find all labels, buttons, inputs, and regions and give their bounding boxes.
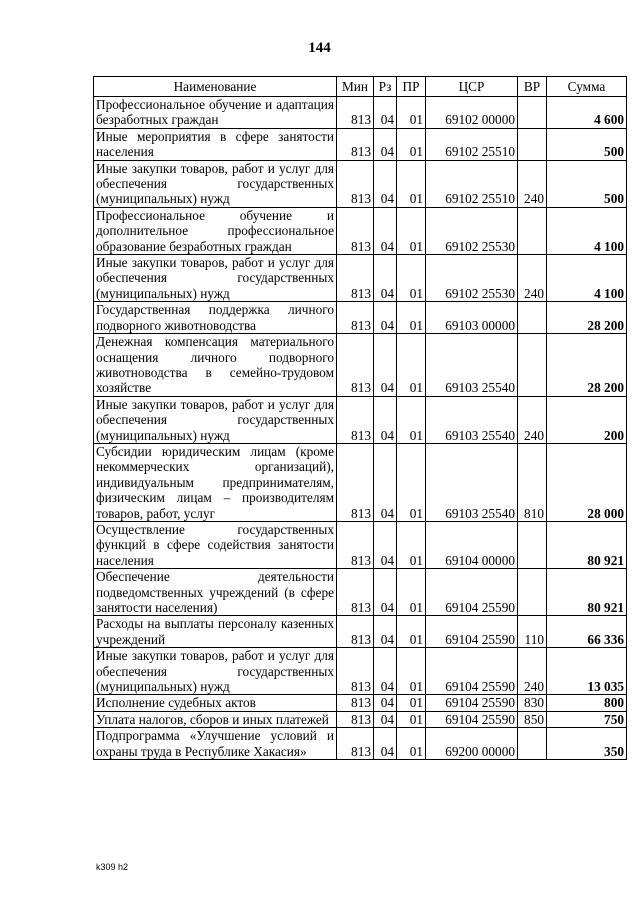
cell-min: 813 <box>337 711 374 727</box>
cell-min: 813 <box>337 302 374 334</box>
table-row <box>94 128 627 160</box>
table-row <box>94 302 627 334</box>
cell-name: Уплата налогов, сборов и иных платежей <box>94 711 337 727</box>
cell-vr: 810 <box>518 443 547 521</box>
cell-csr: 69104 00000 <box>426 521 518 568</box>
cell-rz: 04 <box>374 97 397 129</box>
cell-csr: 69104 25590 <box>426 569 518 616</box>
cell-pr: 01 <box>397 160 426 207</box>
cell-pr: 01 <box>397 521 426 568</box>
col-header-sum: Сумма <box>547 77 627 97</box>
cell-sum: 750 <box>547 711 627 727</box>
cell-sum: 28 200 <box>547 302 627 334</box>
cell-name: Иные закупки товаров, работ и услуг для обеспечения государственных (муниципальных) нужд <box>94 396 337 443</box>
cell-sum: 13 035 <box>547 648 627 695</box>
cell-name: Профессиональное обучение и дополнительное профессиональное образование безработных граждан <box>94 207 337 254</box>
col-header-rz: Рз <box>374 77 397 97</box>
cell-sum: 800 <box>547 695 627 711</box>
table-row <box>94 160 627 207</box>
cell-min: 813 <box>337 443 374 521</box>
cell-vr: 830 <box>518 695 547 711</box>
cell-sum: 4 600 <box>547 97 627 129</box>
table-row <box>94 616 627 648</box>
cell-pr: 01 <box>397 443 426 521</box>
cell-csr: 69103 25540 <box>426 443 518 521</box>
cell-pr: 01 <box>397 97 426 129</box>
cell-sum: 350 <box>547 728 627 760</box>
cell-min: 813 <box>337 97 374 129</box>
table-row <box>94 728 627 760</box>
cell-pr: 01 <box>397 255 426 302</box>
cell-name: Государственная поддержка личного подворного животноводства <box>94 302 337 334</box>
cell-sum: 80 921 <box>547 521 627 568</box>
table-row <box>94 695 627 711</box>
cell-min: 813 <box>337 728 374 760</box>
cell-rz: 04 <box>374 207 397 254</box>
cell-csr: 69200 00000 <box>426 728 518 760</box>
cell-pr: 01 <box>397 711 426 727</box>
cell-pr: 01 <box>397 695 426 711</box>
cell-vr <box>518 569 547 616</box>
cell-vr <box>518 728 547 760</box>
cell-vr <box>518 521 547 568</box>
cell-sum: 500 <box>547 128 627 160</box>
cell-pr: 01 <box>397 302 426 334</box>
cell-vr: 240 <box>518 396 547 443</box>
cell-rz: 04 <box>374 695 397 711</box>
cell-name: Субсидии юридическим лицам (кроме некоммерческих организаций), индивидуальным предпринимателям, физическим лицам – производителям товаров, работ, услуг <box>94 443 337 521</box>
cell-name: Осуществление государственных функций в сфере содействия занятости населения <box>94 521 337 568</box>
cell-pr: 01 <box>397 128 426 160</box>
table-row <box>94 334 627 397</box>
cell-rz: 04 <box>374 569 397 616</box>
cell-vr <box>518 128 547 160</box>
cell-sum: 200 <box>547 396 627 443</box>
cell-vr <box>518 302 547 334</box>
cell-csr: 69103 00000 <box>426 302 518 334</box>
footer-code: k309 h2 <box>96 862 129 872</box>
cell-min: 813 <box>337 648 374 695</box>
cell-name: Исполнение судебных актов <box>94 695 337 711</box>
col-header-csr: ЦСР <box>426 77 518 97</box>
cell-vr: 850 <box>518 711 547 727</box>
cell-pr: 01 <box>397 648 426 695</box>
cell-pr: 01 <box>397 616 426 648</box>
cell-csr: 69104 25590 <box>426 695 518 711</box>
cell-pr: 01 <box>397 569 426 616</box>
cell-csr: 69102 25530 <box>426 207 518 254</box>
page-number: 144 <box>308 40 331 56</box>
cell-min: 813 <box>337 160 374 207</box>
cell-name: Подпрограмма «Улучшение условий и охраны труда в Республике Хакасия» <box>94 728 337 760</box>
cell-name: Иные закупки товаров, работ и услуг для обеспечения государственных (муниципальных) нужд <box>94 160 337 207</box>
col-header-min: Мин <box>337 77 374 97</box>
cell-rz: 04 <box>374 521 397 568</box>
cell-name: Обеспечение деятельности подведомственных учреждений (в сфере занятости населения) <box>94 569 337 616</box>
cell-csr: 69104 25590 <box>426 648 518 695</box>
table-row <box>94 396 627 443</box>
cell-sum: 80 921 <box>547 569 627 616</box>
cell-rz: 04 <box>374 616 397 648</box>
cell-pr: 01 <box>397 396 426 443</box>
cell-csr: 69102 25510 <box>426 160 518 207</box>
cell-min: 813 <box>337 396 374 443</box>
cell-pr: 01 <box>397 728 426 760</box>
cell-sum: 66 336 <box>547 616 627 648</box>
col-header-pr: ПР <box>397 77 426 97</box>
cell-csr: 69104 25590 <box>426 711 518 727</box>
table-row <box>94 711 627 727</box>
cell-sum: 4 100 <box>547 207 627 254</box>
cell-vr: 240 <box>518 255 547 302</box>
cell-name: Денежная компенсация материального оснащения личного подворного животноводства в семейно-трудовом хозяйстве <box>94 334 337 397</box>
cell-csr: 69104 25590 <box>426 616 518 648</box>
cell-rz: 04 <box>374 396 397 443</box>
cell-csr: 69102 00000 <box>426 97 518 129</box>
cell-min: 813 <box>337 334 374 397</box>
cell-pr: 01 <box>397 207 426 254</box>
cell-rz: 04 <box>374 711 397 727</box>
cell-name: Иные мероприятия в сфере занятости населения <box>94 128 337 160</box>
cell-vr <box>518 334 547 397</box>
col-header-name: Наименование <box>94 77 337 97</box>
cell-rz: 04 <box>374 443 397 521</box>
cell-rz: 04 <box>374 334 397 397</box>
cell-vr: 240 <box>518 160 547 207</box>
cell-min: 813 <box>337 521 374 568</box>
table-row <box>94 97 627 129</box>
cell-name: Расходы на выплаты персоналу казенных учреждений <box>94 616 337 648</box>
table-row <box>94 255 627 302</box>
cell-min: 813 <box>337 695 374 711</box>
table-row <box>94 521 627 568</box>
cell-min: 813 <box>337 128 374 160</box>
cell-sum: 4 100 <box>547 255 627 302</box>
cell-rz: 04 <box>374 160 397 207</box>
cell-min: 813 <box>337 616 374 648</box>
cell-name: Иные закупки товаров, работ и услуг для обеспечения государственных (муниципальных) нужд <box>94 255 337 302</box>
table-row <box>94 648 627 695</box>
cell-rz: 04 <box>374 648 397 695</box>
cell-sum: 28 000 <box>547 443 627 521</box>
table-row <box>94 569 627 616</box>
cell-rz: 04 <box>374 728 397 760</box>
cell-pr: 01 <box>397 334 426 397</box>
cell-csr: 69103 25540 <box>426 334 518 397</box>
cell-sum: 28 200 <box>547 334 627 397</box>
cell-csr: 69103 25540 <box>426 396 518 443</box>
cell-csr: 69102 25530 <box>426 255 518 302</box>
cell-min: 813 <box>337 255 374 302</box>
budget-table <box>93 76 627 760</box>
cell-rz: 04 <box>374 128 397 160</box>
cell-name: Иные закупки товаров, работ и услуг для обеспечения государственных (муниципальных) нужд <box>94 648 337 695</box>
table-row <box>94 207 627 254</box>
cell-rz: 04 <box>374 302 397 334</box>
cell-csr: 69102 25510 <box>426 128 518 160</box>
cell-rz: 04 <box>374 255 397 302</box>
cell-vr: 240 <box>518 648 547 695</box>
cell-vr <box>518 207 547 254</box>
table-row <box>94 443 627 521</box>
table-header-row <box>94 77 627 97</box>
cell-min: 813 <box>337 569 374 616</box>
col-header-vr: ВР <box>518 77 547 97</box>
cell-min: 813 <box>337 207 374 254</box>
cell-vr <box>518 97 547 129</box>
cell-vr: 110 <box>518 616 547 648</box>
cell-name: Профессиональное обучение и адаптация безработных граждан <box>94 97 337 129</box>
cell-sum: 500 <box>547 160 627 207</box>
